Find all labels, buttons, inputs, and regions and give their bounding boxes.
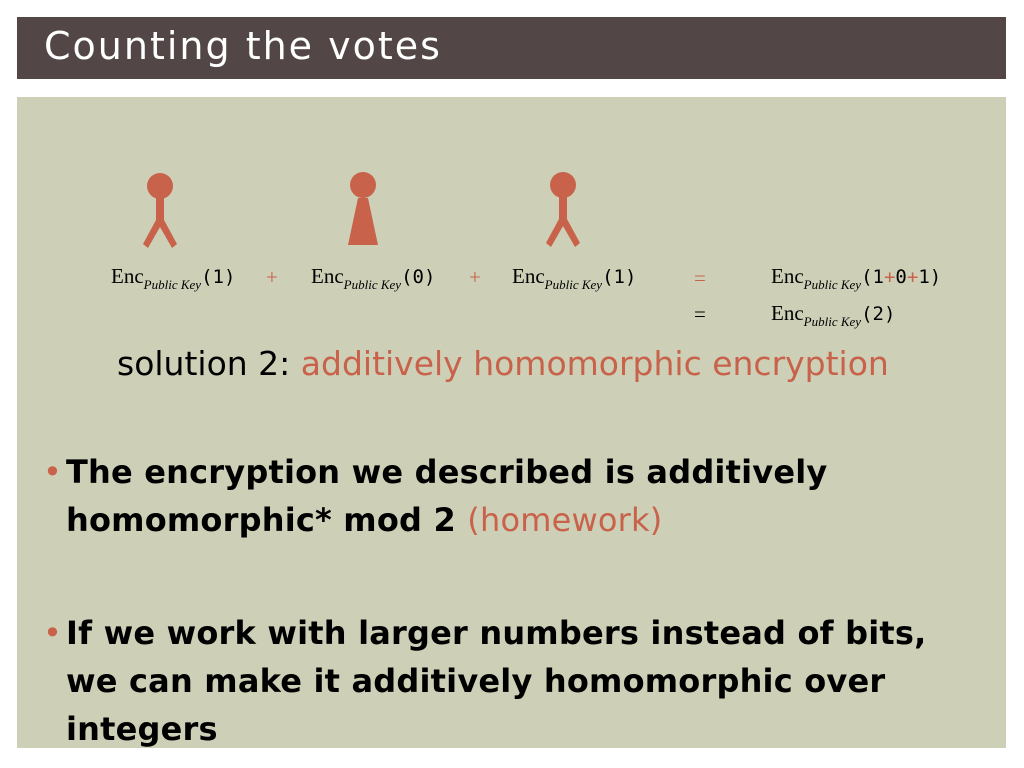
enc-label: Enc bbox=[311, 264, 344, 288]
equals-sign: = bbox=[694, 302, 706, 326]
enc-arg-open: (1 bbox=[861, 266, 884, 288]
enc-key-subscript: Public Key bbox=[803, 277, 862, 292]
enc-key-subscript: Public Key bbox=[803, 314, 862, 329]
enc-key-subscript: Public Key bbox=[544, 277, 603, 292]
title-bar bbox=[17, 17, 1006, 79]
enc-term-2 bbox=[311, 264, 436, 292]
equals-sign: = bbox=[694, 266, 706, 290]
enc-term-1 bbox=[111, 264, 236, 292]
person-voter-male-icon bbox=[143, 172, 177, 250]
enc-arg: (0) bbox=[401, 266, 436, 288]
person-voter-female-icon bbox=[346, 172, 380, 250]
enc-result-term bbox=[771, 301, 896, 329]
bullet-highlight: (homework) bbox=[467, 501, 663, 539]
bullet-item-1 bbox=[43, 448, 966, 544]
enc-sum-term bbox=[771, 264, 942, 292]
bullet-item-2 bbox=[43, 609, 966, 753]
bullet-text: If we work with larger numbers instead of bits, we can make it additively homomorphic over integers bbox=[66, 614, 927, 748]
enc-arg: (1) bbox=[201, 266, 236, 288]
solution-label: solution 2: bbox=[117, 344, 301, 383]
enc-key-subscript: Public Key bbox=[343, 277, 402, 292]
enc-label: Enc bbox=[771, 264, 804, 288]
enc-arg: (1) bbox=[602, 266, 637, 288]
plus-sign: + bbox=[906, 266, 919, 288]
enc-label: Enc bbox=[512, 264, 545, 288]
enc-term-3 bbox=[512, 264, 637, 292]
plus-sign: + bbox=[469, 265, 481, 289]
enc-label: Enc bbox=[771, 301, 804, 325]
solution-line bbox=[117, 344, 889, 383]
bullet-dot-icon: • bbox=[43, 614, 63, 652]
bullet-text: The encryption we described is additively homomorphic* mod 2 bbox=[66, 453, 828, 539]
plus-sign: + bbox=[266, 265, 278, 289]
plus-sign: + bbox=[883, 266, 896, 288]
enc-label: Enc bbox=[111, 264, 144, 288]
bullet-dot-icon: • bbox=[43, 453, 63, 491]
enc-arg: (2) bbox=[861, 303, 896, 325]
slide-title: Counting the votes bbox=[44, 24, 442, 68]
enc-key-subscript: Public Key bbox=[143, 277, 202, 292]
enc-arg-close: 1) bbox=[918, 266, 942, 288]
solution-highlight: additively homomorphic encryption bbox=[300, 344, 889, 383]
enc-arg-mid: 0 bbox=[895, 266, 907, 288]
person-voter-male-icon bbox=[546, 172, 580, 250]
